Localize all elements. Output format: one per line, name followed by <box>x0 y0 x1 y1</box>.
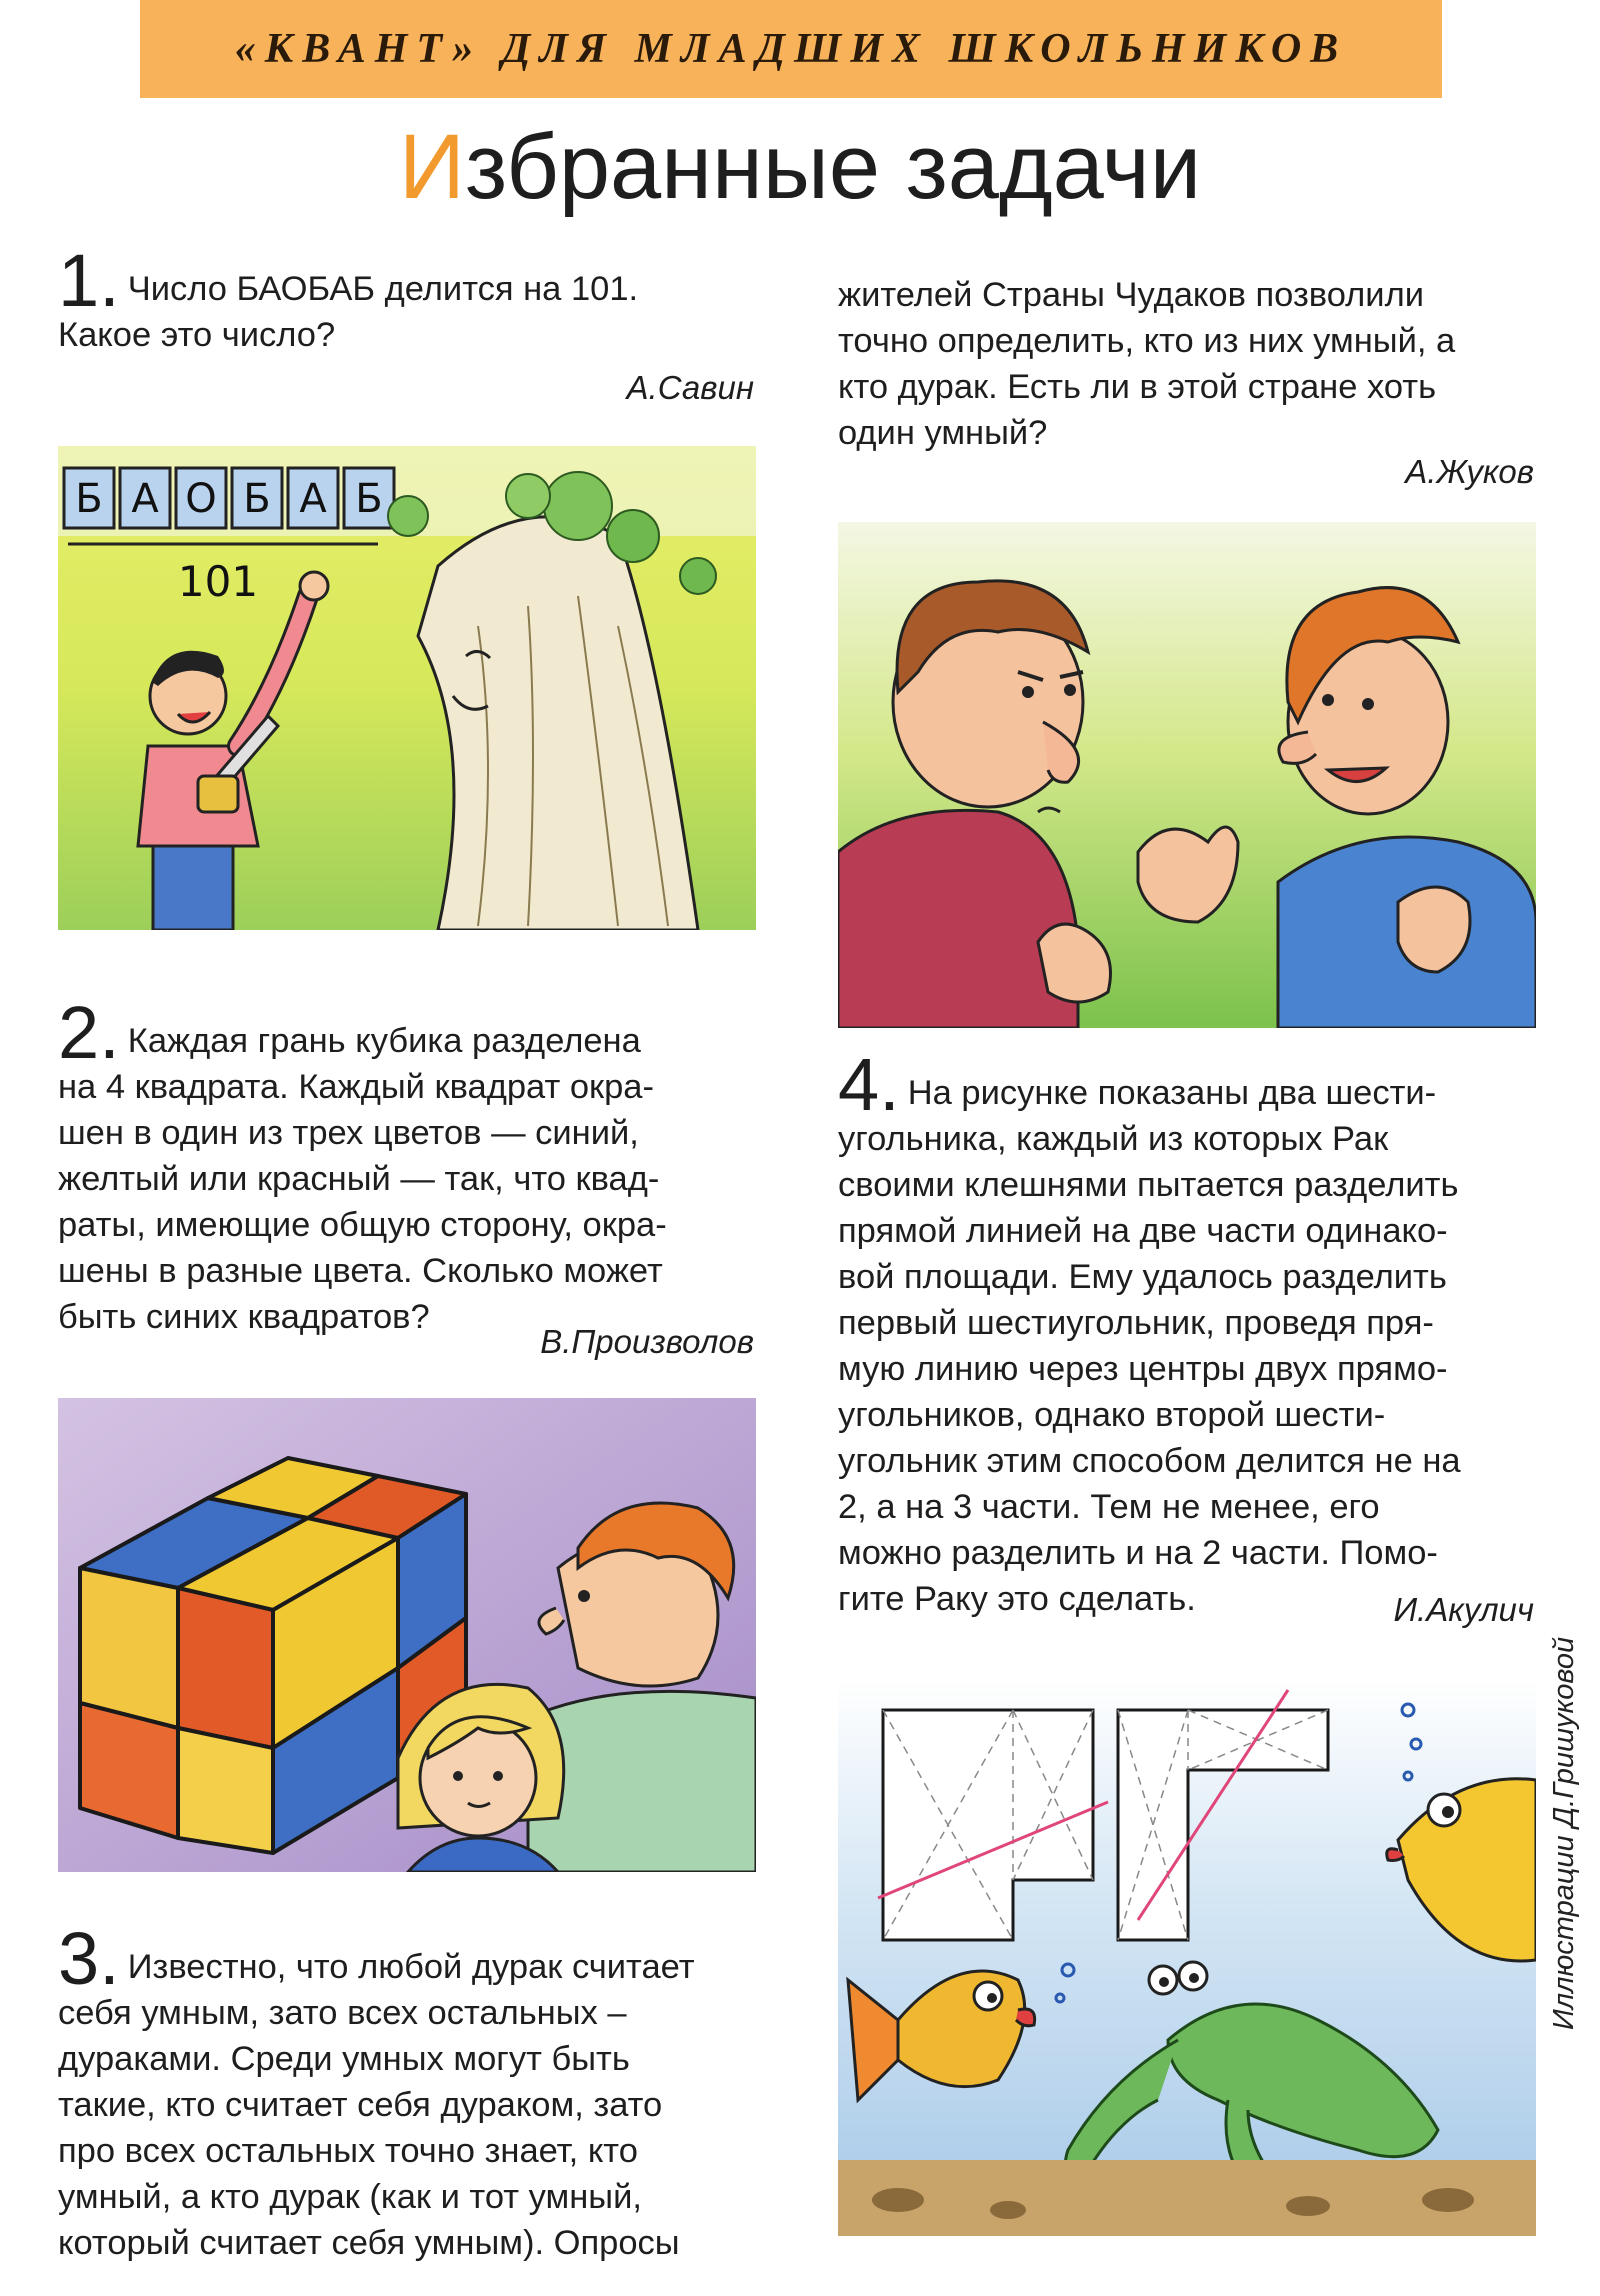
problem-4-line-12: гите Раку это сделать. <box>838 1580 1196 1618</box>
title-first-letter: И <box>398 116 465 218</box>
right-column <box>838 0 1534 2296</box>
problem-4-line-6: первый шестиугольник, проведя пря- <box>838 1304 1434 1342</box>
illustration-baobab <box>58 446 756 930</box>
title-rest: збранные задачи <box>464 116 1202 218</box>
problem-2-line-3: шен в один из трех цветов — синий, <box>58 1114 639 1152</box>
sign-letter-5: А <box>299 476 327 522</box>
problem-2 <box>58 991 754 1340</box>
problem-1-line-2: Какое это число? <box>58 316 336 354</box>
problem-1-number: 1. <box>58 239 120 322</box>
problem-4-line-5: вой площади. Ему удалось разделить <box>838 1258 1447 1296</box>
problem-3-line-2: себя умным, зато всех остальных – <box>58 1994 627 2032</box>
problem-2-author: В.Произволов <box>540 1323 754 1360</box>
problem-4-author: И.Акулич <box>1393 1591 1534 1628</box>
problem-3-line-4: такие, кто считает себя дураком, зато <box>58 2086 663 2124</box>
illustration-crayfish <box>838 1680 1536 2236</box>
illustration-cube <box>58 1398 756 1872</box>
problem-3-line-5: про всех остальных точно знает, кто <box>58 2132 638 2170</box>
problem-4-line-7: мую линию через центры двух прямо- <box>838 1350 1448 1388</box>
problem-3-line-6: умный, а кто дурак (как и тот умный, <box>58 2178 642 2216</box>
problem-4-line-2: угольника, каждый из которых Рак <box>838 1120 1389 1158</box>
problem-1-author: А.Савин <box>626 369 754 406</box>
problem-4-line-11: можно разделить и на 2 части. Помо- <box>838 1534 1438 1572</box>
problem-4-number: 4. <box>838 1043 900 1126</box>
problem-2-line-4: желтый или красный — так, что квад- <box>58 1160 660 1198</box>
problem-3-cont-line-3: кто дурак. Есть ли в этой стране хоть <box>838 368 1437 406</box>
sign-letter-6: Б <box>355 476 383 522</box>
problem-4-line-10: 2, а на 3 части. Тем не менее, его <box>838 1488 1380 1526</box>
problem-4-line-3: своими клешнями пытается разделить <box>838 1166 1459 1204</box>
problem-3-line-1: Известно, что любой дурак считает <box>127 1948 695 1986</box>
problem-4-line-4: прямой линией на две части одинако- <box>838 1212 1448 1250</box>
problem-4-line-1: На рисунке показаны два шести- <box>907 1074 1437 1112</box>
problem-2-line-6: шены в разные цвета. Сколько может <box>58 1252 663 1290</box>
problem-2-line-2: на 4 квадрата. Каждый квадрат окра- <box>58 1068 654 1106</box>
number-101: 101 <box>177 557 259 606</box>
illustration-two-boys <box>838 522 1536 1028</box>
problem-3-cont-line-2: точно определить, кто из них умный, а <box>838 322 1456 360</box>
problem-3-continuation <box>838 272 1534 456</box>
problem-3-author: А.Жуков <box>1405 453 1534 490</box>
problem-1-line-1: Число БАОБАБ делится на 101. <box>127 270 639 308</box>
banner-text: «КВАНТ» ДЛЯ МЛАДШИХ ШКОЛЬНИКОВ <box>234 26 1348 72</box>
problem-2-line-1: Каждая грань кубика разделена <box>127 1022 641 1060</box>
sign-letter-4: Б <box>243 476 271 522</box>
sign-letter-2: А <box>131 476 159 522</box>
sign-letter-1: Б <box>75 476 103 522</box>
problem-1 <box>58 239 754 358</box>
problem-2-line-5: раты, имеющие общую сторону, окра- <box>58 1206 667 1244</box>
illustration-credit: Иллюстрации Д.Гришуковой <box>1548 1636 1580 2030</box>
problem-4 <box>838 1043 1534 1622</box>
problem-4-line-8: угольников, однако второй шести- <box>838 1396 1386 1434</box>
left-column <box>58 0 754 2296</box>
problem-3 <box>58 1917 754 2266</box>
problem-2-number: 2. <box>58 991 120 1074</box>
problem-3-line-3: дураками. Среди умных могут быть <box>58 2040 630 2078</box>
problem-3-cont-line-4: один умный? <box>838 414 1048 452</box>
problem-3-cont-line-1: жителей Страны Чудаков позволили <box>838 276 1424 314</box>
problem-3-number: 3. <box>58 1917 120 2000</box>
problem-4-line-9: угольник этим способом делится не на <box>838 1442 1461 1480</box>
problem-3-line-7: который считает себя умным). Опросы <box>58 2224 680 2262</box>
problem-2-line-7: быть синих квадратов? <box>58 1298 430 1336</box>
sign-letter-3: О <box>185 476 217 522</box>
